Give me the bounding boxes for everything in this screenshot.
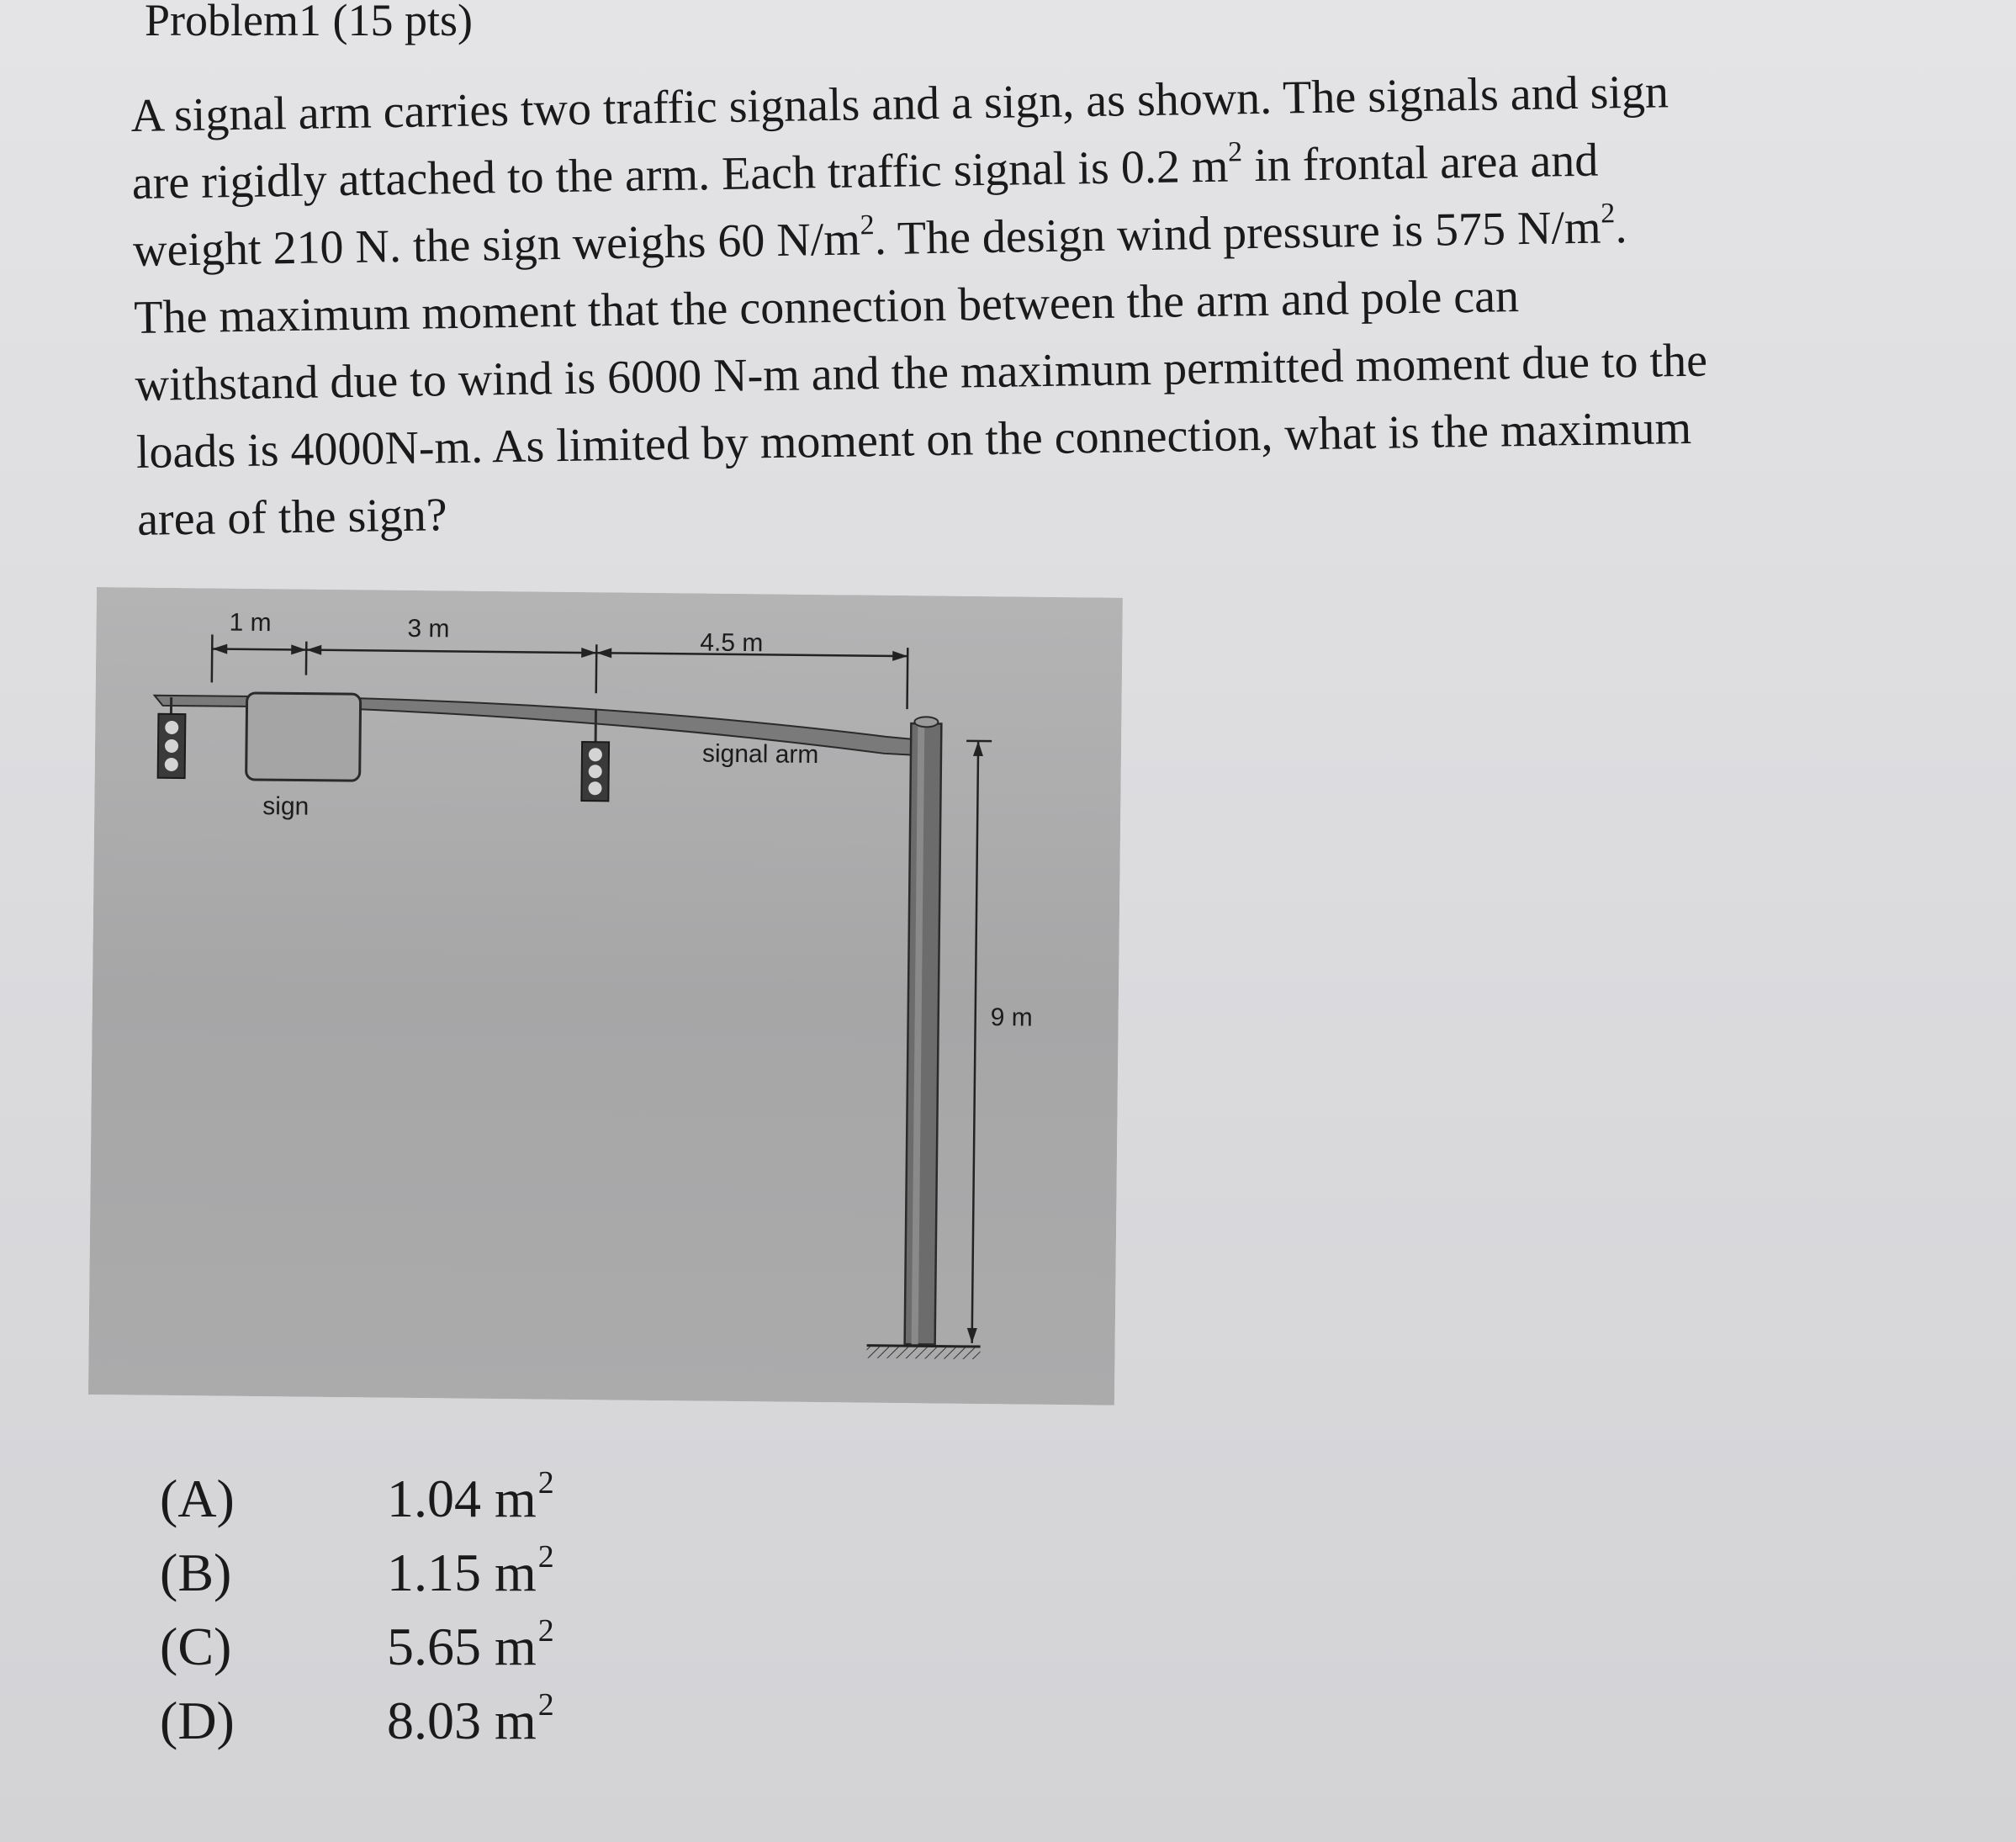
problem-line-5: withstand due to wind is 6000 N-m and the maximum permitted moment due to the (135, 334, 1708, 411)
pole-cap (914, 717, 938, 727)
dimension-label-4-5m: 4.5 m (700, 628, 764, 658)
label-signal-arm: signal arm (701, 739, 819, 769)
problem-statement (130, 55, 1904, 553)
label-sign: sign (262, 792, 310, 821)
problem-line-7: area of the sign? (136, 489, 448, 546)
sign (246, 693, 361, 781)
option-d[interactable] (160, 1684, 664, 1758)
option-letter: (A) (160, 1469, 235, 1528)
option-value: 1.15 $m^2$ (387, 1539, 554, 1602)
dimension-tick-3 (596, 644, 597, 693)
answer-options (160, 1462, 664, 1758)
option-a[interactable] (160, 1462, 664, 1536)
dimension-label-9m: 9 m (990, 1003, 1033, 1032)
signal-arm-figure (88, 587, 1123, 1416)
option-value: 5.65 $m^2$ (387, 1613, 554, 1676)
option-letter: (D) (160, 1691, 235, 1750)
problem-line-6: loads is 4000N-m. As limited by moment on the connection, what is the maximum (135, 401, 1692, 479)
option-c[interactable] (160, 1610, 664, 1684)
problem-title: Problem1 (15 pts) (145, 0, 473, 45)
problem-line-2: are rigidly attached to the arm. Each traffic signal is 0.2 $m^2$ in frontal area and (131, 134, 1599, 209)
problem-line-3: weight 210 N. the sign weighs 60 $N/m^2$. The design wind pressure is 575 $N/m^2$. (132, 198, 1628, 277)
option-value: 1.04 $m^2$ (387, 1465, 554, 1528)
dimension-label-1m: 1 m (229, 608, 272, 638)
ground-hatch (866, 1347, 980, 1359)
problem-line-4: The maximum moment that the connection between the arm and pole can (133, 270, 1520, 344)
problem-line-1: A signal arm carries two traffic signals and a sign, as shown. The signals and sign (130, 66, 1669, 142)
dimension-tick-4 (907, 648, 908, 709)
figure-drawing (88, 587, 1123, 1405)
dimension-tick-1 (212, 634, 213, 682)
option-letter: (C) (160, 1617, 232, 1676)
option-b[interactable] (160, 1536, 664, 1610)
option-value: 8.03 $m^2$ (387, 1687, 554, 1750)
ground-line (867, 1346, 981, 1347)
dimension-label-3m: 3 m (407, 614, 450, 643)
option-letter: (B) (160, 1543, 232, 1602)
